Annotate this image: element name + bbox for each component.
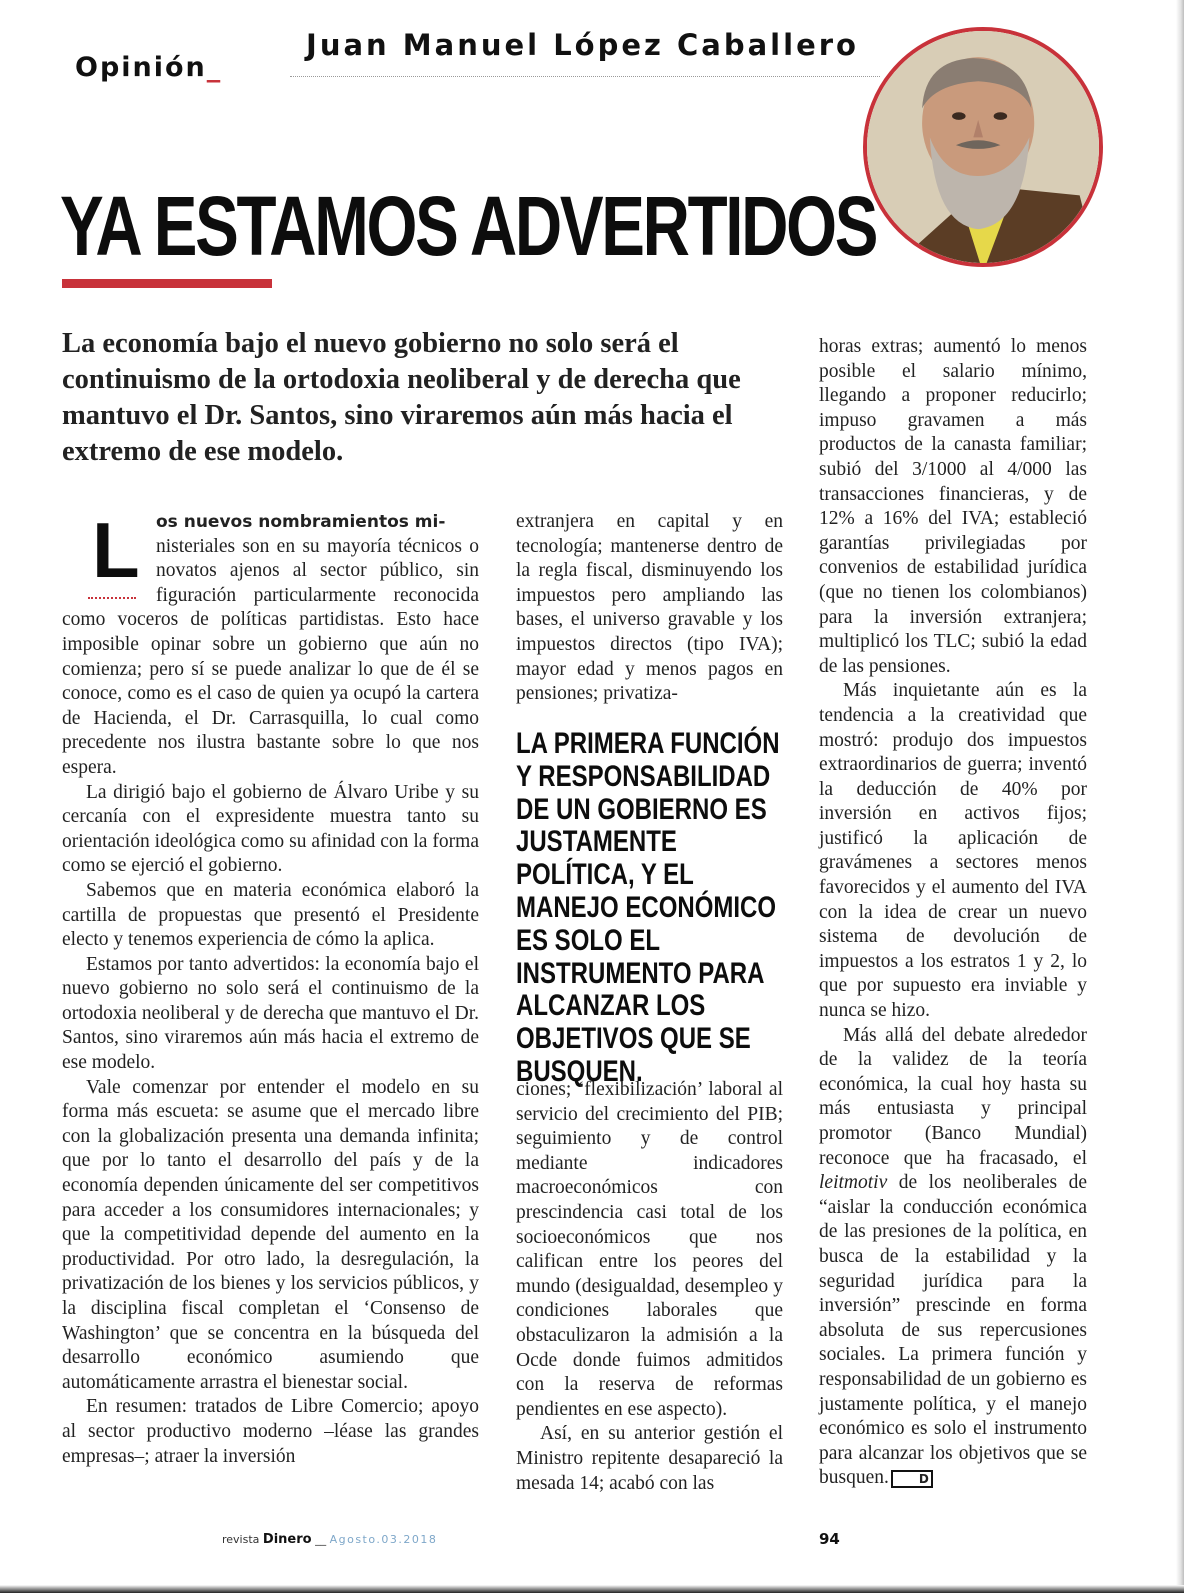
paragraph: Más inquietante aún es la tendencia a la creatividad que mostró: produjo dos impuestos extraordinarios de guerra; inventó la deducción de 40% por inversión en activos fijos; justificó la aplicación de gravámenes a sectores menos favorecidos y el aumento del IVA con la idea de crear un nuevo sistema de devolución de impuestos a los estratos 1 y 2, lo que por supuesto era inviable y nunca se hizo. [819,680,1087,1022]
pull-quote: LA PRIMERA FUNCIÓN Y RESPONSABILIDAD DE UN GOBIERNO ES JUSTAMENTE POLÍTICA, Y EL MANEJO ECONÓMICO ES SOLO EL INSTRUMENTO PARA ALCANZAR LOS OBJETIVOS QUE SE BUSQUEN. [516,727,780,1088]
footer-credit [222,1532,437,1547]
dropcap: L [92,506,140,594]
article-column-1 [62,506,479,1469]
paragraph: En resumen: tratados de Libre Comercio; apoyo al sector productivo moderno –léase las grandes empresas–; atraer la inversión [62,1396,479,1467]
paragraph-text: nisteriales son en su mayoría técnicos o novatos ajenos al sector público, sin figuración particularmente reconocida como voceros de políticas partidistas. Esto hace imposible opinar sobre un gobierno que aún no comienza; pero sí se puede analizar lo que de él se conoce, como es el caso de quien ya ocupó la cartera de Hacienda, el Dr. Carrasquilla, lo cual como precedente nos ilustra bastante sobre lo que nos espera. [62,535,479,778]
paragraph: Así, en su anterior gestión el Ministro repitente desapareció la mesada 14; acabó con las [516,1423,783,1494]
dinero-logo-icon: D [891,1470,933,1488]
paragraph: extranjera en capital y en tecnología; mantenerse dentro de la regla fiscal, disminuyendo los impuestos pero ampliando las bases, el universo gravable y los impuestos directos (tipo IVA); mayor edad y menos pagos en pensiones; privatiza- [516,511,783,705]
author-rule [290,76,880,77]
article-column-2-top [516,510,783,707]
section-label [75,52,222,83]
portrait-photo [867,31,1099,263]
footer-revista: revista [222,1533,260,1546]
paragraph: Vale comenzar por entender el modelo en su forma más escueta: se asume que el mercado libre con la globalización presenta una demanda infinita; que por lo tanto el desarrollo del país y de la economía dependen únicamente del ser competitivos para acceder a los consumidores internacionales; y que la competitividad depende del aumento en la productividad. Por otro lado, la desregulación, la privatización de los bienes y los servicios públicos, y la disciplina fiscal completan el ‘Consenso de Washington’ que se concentra en la búsqueda del desarrollo económico asumiendo que automáticamente arrastra el bienestar social. [62,1076,479,1393]
article-column-3 [819,335,1087,1491]
italic-term: leitmotiv [819,1172,888,1194]
section-underscore: _ [206,52,223,83]
footer-date: Agosto.03.2018 [329,1533,438,1546]
section-name: Opinión [75,52,207,83]
paragraph [819,1024,1087,1491]
article-dek: La economía bajo el nuevo gobierno no solo será el continuismo de la ortodoxia neoliberal y de derecha que mantuvo el Dr. Santos, sino viraremos aún más hacia el extremo de ese modelo. [62,328,741,467]
footer-separator: __ [315,1533,327,1546]
paragraph-text: de los neoliberales de “aislar la conducción económica de las presiones de la política, en busca de la estabilidad y la seguridad jurídica para la inversión” prescinde en forma absoluta de sus repercusiones sociales. La primera función y responsabilidad de un gobierno es justamente política, y el manejo económico es solo el instrumento para alcanzar los objetivos que se busquen. [819,1172,1087,1489]
article-column-2-bottom [516,1078,783,1496]
footer-magazine-name: Dinero [262,1532,312,1547]
dropcap-underline [88,597,136,599]
paragraph: ciones; ‘flexibilización’ laboral al servicio del crecimiento del PIB; seguimiento y de control mediante indicadores macroeconómicos con prescindencia casi total de los socioeconómicos que nos califican entre los peores del mundo (desigualdad, desempleo y condiciones laborales que obstaculizaron la admisión a la Ocde donde fuimos admitidos con la reserva de reformas pendientes en ese aspecto). [516,1079,783,1420]
lead-in: os nuevos nombramientos mi- [156,512,446,532]
headline: YA ESTAMOS ADVERTIDOS [60,179,877,273]
author-name: Juan Manuel López Caballero [306,28,859,62]
paragraph: Sabemos que en materia económica elaboró la cartilla de propuestas que presentó el Presidente electo y tenemos experiencia de cómo la aplica. [62,879,479,951]
author-photo [863,27,1103,267]
headline-accent-bar [62,279,272,288]
page-bottom-edge [0,1585,1184,1593]
page-edge-shadow [1176,0,1184,1593]
paragraph: Estamos por tanto advertidos: la economía bajo el nuevo gobierno no solo será el continuismo de la ortodoxia neoliberal y de derecha que mantuvo el Dr. Santos, sino viraremos aún más hacia el extremo de ese modelo. [62,953,479,1074]
page-number: 94 [819,1530,840,1548]
paragraph-text: Más allá del debate alrededor de la validez de la teoría económica, la cual hoy hasta su más entusiasta y principal promotor (Banco Mundial) reconoce que ha fracasado, el [819,1024,1087,1169]
paragraph: La dirigió bajo el gobierno de Álvaro Uribe y su cercanía con el expresidente muestra tanto su orientación ideológica como su afinidad con la forma como se ejerció el gobierno. [62,781,479,877]
dropcap-block [62,506,156,604]
paragraph: horas extras; aumentó lo menos posible el salario mínimo, llegando a proponer reducirlo; impuso gravamen a más productos de la canasta familiar; subió del 3/1000 al 4/000 las transacciones financieras, y de 12% a 16% del IVA; estableció garantías privilegiadas por convenios de estabilidad jurídica (que no tienen los colombianos) para la inversión extranjera; multiplicó los TLC; subió la edad de las pensiones. [819,336,1087,677]
